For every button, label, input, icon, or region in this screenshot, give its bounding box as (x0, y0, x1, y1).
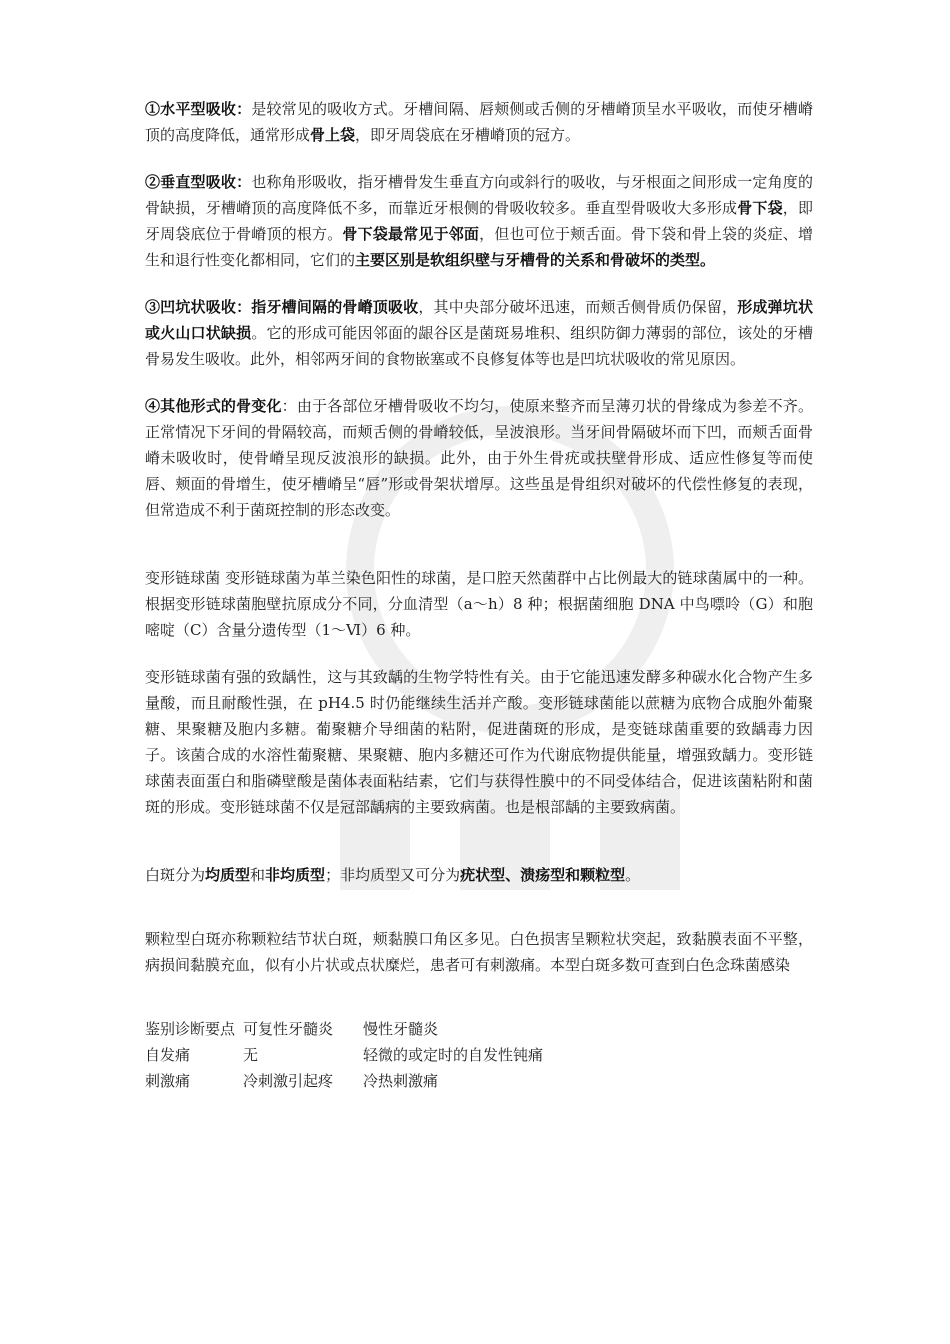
table-cell: 冷热刺激痛 (363, 1072, 439, 1090)
text: ，即牙周袋底位于骨嵴顶的根方。 (145, 199, 813, 243)
heading-horizontal-resorption: ①水平型吸收： (145, 100, 252, 118)
paragraph-streptococcus-mutans: 变形链球菌 变形链球菌为革兰染色阳性的球菌，是口腔天然菌群中占比例最大的链球菌属中的一种。根据变形链球菌胞壁抗原成分不同，分血清型（a～h）8 种；根据菌细胞 DNA 中鸟嘌呤（G）和胞嘧啶（C）含量分遗传型（1～Ⅵ）6 种。 (145, 569, 813, 639)
bold-term: 指牙槽间隔的骨嵴顶吸收 (251, 298, 419, 316)
paragraph-granular-leukoplakia: 颗粒型白斑亦称颗粒结节状白斑，颊黏膜口角区多见。白色损害呈颗粒状突起，致黏膜表面不平整，病损间黏膜充血，似有小片状或点状糜烂，患者可有刺激痛。本型白斑多数可查到白色念珠菌感染 (145, 930, 813, 974)
paragraph-cariogenicity: 变形链球菌有强的致龋性，这与其致龋的生物学特性有关。由于它能迅速发酵多种碳水化合物产生多量酸，而且耐酸性强，在 pH4.5 时仍能继续生活并产酸。变形链球菌能以蔗糖为底物合成胞外葡聚糖、果聚糖及胞内多糖。葡聚糖介导细菌的粘附，促进菌斑的形成，是变链球菌重要的致龋毒力因子。该菌合成的水溶性葡聚糖、果聚糖、胞内多糖还可作为代谢底物提供能量，增强致龋力。变形链球菌表面蛋白和脂磷壁酸是菌体表面粘结素，它们与获得性膜中的不同受体结合，促进该菌粘附和菌斑的形成。变形链球菌不仅是冠部龋病的主要致病菌。也是根部龋的主要致病菌。 (145, 668, 813, 816)
text: 。 (625, 866, 641, 884)
text: ；非均质型又可分为 (325, 866, 461, 884)
paragraph-horizontal-resorption (145, 96, 813, 148)
paragraph-leukoplakia-types (145, 862, 813, 888)
table-header-cell: 可复性牙髓炎 (243, 1020, 334, 1038)
heading-crater-resorption: ③凹坑状吸收： (145, 298, 252, 316)
table-header-cell: 鉴别诊断要点 (145, 1020, 236, 1038)
bold-term: 骨上袋 (310, 126, 356, 144)
table-cell: 无 (243, 1046, 259, 1064)
text: 。它的形成可能因邻面的龈谷区是菌斑易堆积、组织防御力薄弱的部位，该处的牙槽骨易发生吸收。此外，相邻两牙间的食物嵌塞或不良修复体等也是凹坑状吸收的常见原因。 (145, 324, 813, 368)
bold-term: 骨下袋最常见于邻面 (342, 225, 480, 243)
bold-term: 疣状型、溃疡型和颗粒型 (460, 866, 626, 884)
differential-diagnosis-table (145, 1016, 663, 1094)
table-row (145, 1042, 663, 1068)
table-cell: 自发痛 (145, 1046, 191, 1064)
bold-term: 非均质型 (265, 866, 326, 884)
text: ，其中央部分破坏迅速，而颊舌侧骨质仍保留， (418, 298, 738, 316)
text: ，但也可位于颊舌面。骨下袋和骨上袋的炎症、增生和退行性变化都相同，它们的 (145, 225, 813, 269)
heading-other-bone-changes: ④其他形式的骨变化 (145, 397, 282, 415)
table-cell: 冷刺激引起疼 (243, 1072, 334, 1090)
table-header-row (145, 1016, 663, 1042)
bold-term: 骨下袋 (737, 199, 783, 217)
text: ，即牙周袋底在牙槽嵴顶的冠方。 (355, 126, 581, 144)
text: 也称角形吸收，指牙槽骨发生垂直方向或斜行的吸收，与牙根面之间形成一定角度的骨缺损，牙槽嵴顶的高度降低不多，而靠近牙根侧的骨吸收较多。垂直型骨吸收大多形成 (145, 173, 813, 217)
table-row (145, 1068, 663, 1094)
bold-term: 均质型 (205, 866, 251, 884)
bold-term: 主要区别是软组织壁与牙槽骨的关系和骨破坏的类型。 (355, 251, 716, 269)
text: 白斑分为 (145, 866, 206, 884)
bold-term: 形成弹坑状或火山口状缺损 (145, 298, 813, 342)
heading-vertical-resorption: ②垂直型吸收： (145, 173, 252, 191)
text: 是较常见的吸收方式。牙槽间隔、唇颊侧或舌侧的牙槽嵴顶呈水平吸收，而使牙槽嵴顶的高度降低，通常形成 (145, 100, 813, 144)
document-body (145, 96, 813, 1094)
text: 和 (250, 866, 266, 884)
paragraph-other-bone-changes (145, 393, 813, 523)
table-cell: 刺激痛 (145, 1072, 191, 1090)
paragraph-vertical-resorption (145, 169, 813, 273)
table-header-cell: 慢性牙髓炎 (363, 1020, 439, 1038)
table-cell: 轻微的或定时的自发性钝痛 (363, 1046, 544, 1064)
text: ：由于各部位牙槽骨吸收不均匀，使原来整齐而呈薄刃状的骨缘成为参差不齐。正常情况下牙间的骨隔较高，而颊舌侧的骨嵴较低，呈波浪形。当牙间骨隔破坏而下凹，而颊舌面骨嵴未吸收时，使骨嵴呈现反波浪形的缺损。此外，由于外生骨疣或扶壁骨形成、适应性修复等而使唇、颊面的骨增生，使牙槽嵴呈“唇”形或骨架状增厚。这些虽是骨组织对破坏的代偿性修复的表现，但常造成不利于菌斑控制的形态改变。 (145, 397, 813, 519)
paragraph-crater-resorption (145, 294, 813, 372)
